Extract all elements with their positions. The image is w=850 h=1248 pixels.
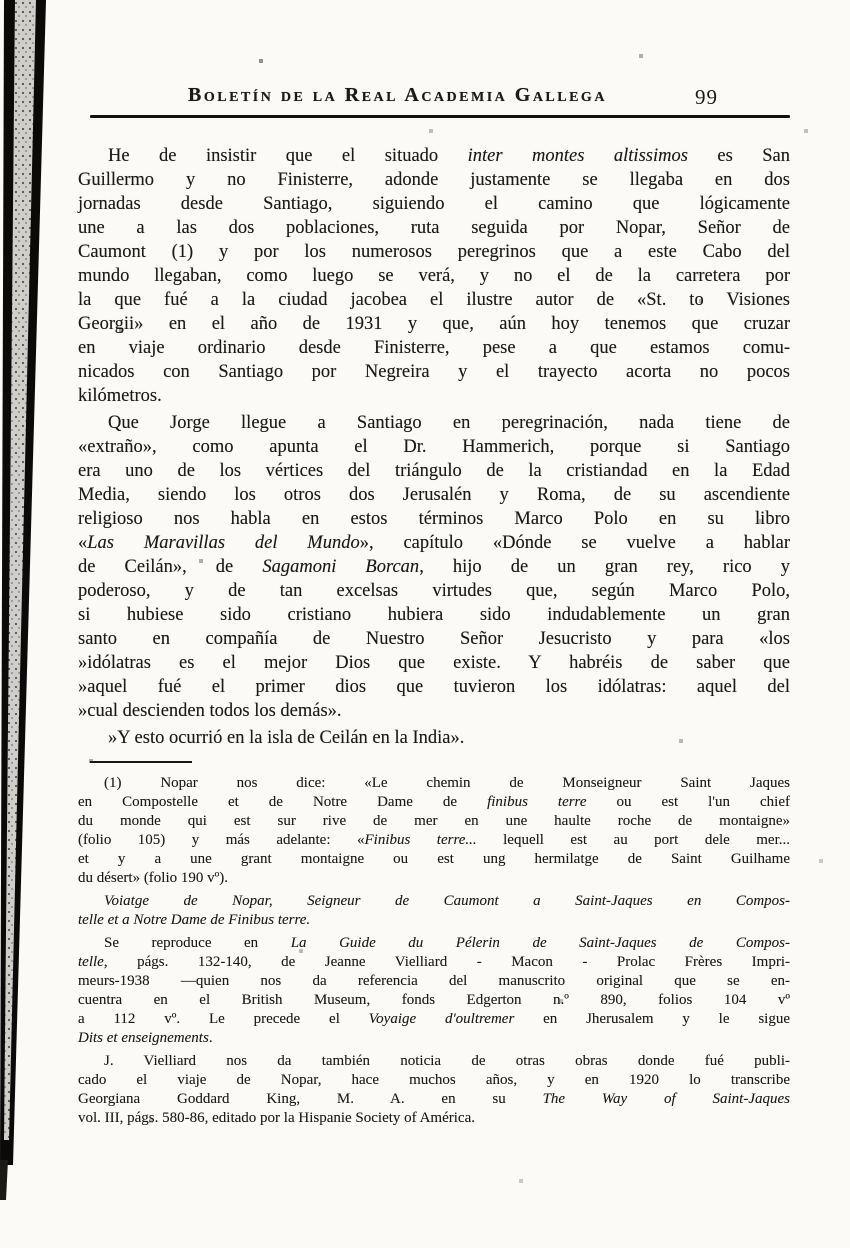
text-run: Se reproduce en: [104, 935, 291, 951]
text-line: [78, 1010, 790, 1029]
text-run: cuentra en el British Museum, fonds Edgerton n.º 890, folios 104 vº: [78, 992, 790, 1008]
text-line: [78, 892, 790, 911]
footnote-separator-rule: [90, 761, 192, 763]
paragraph: [78, 411, 790, 723]
text-run: jornadas desde Santiago, siguiendo el camino que lógicamente: [78, 194, 790, 214]
header-rule: [90, 115, 790, 118]
text-run: santo en compañía de Nuestro Señor Jesucristo y para «los: [78, 629, 790, 649]
text-line: [78, 168, 790, 192]
text-run: »idólatras es el mejor Dios que existe. Y habréis de saber que: [78, 653, 790, 673]
paragraph: [78, 774, 790, 888]
text-line: [78, 793, 790, 812]
text-run: nicados con Santiago por Negreira y el trayecto acorta no pocos: [78, 362, 790, 382]
text-run: en Jherusalem y le sigue: [514, 1011, 790, 1027]
text-run: », capítulo «Dónde se vuelve a hablar: [359, 533, 790, 553]
text-run: a 112 vº. Le precede el: [78, 1011, 369, 1027]
text-line: [78, 555, 790, 579]
text-run: »Y esto ocurrió en la isla de Ceilán en la India».: [108, 728, 465, 748]
text-run: J. Vielliard nos da también noticia de otras obras donde fué publi-: [104, 1053, 790, 1069]
binding-tail: [0, 1160, 8, 1200]
paragraph: [78, 726, 790, 750]
text-run: kilómetros.: [78, 386, 162, 406]
text-run: de Ceilán», de: [78, 557, 263, 577]
scan-noise-specks: [0, 0, 2, 2]
text-line: [78, 384, 790, 408]
text-line: [78, 435, 790, 459]
text-run: .: [208, 1030, 213, 1046]
journal-title: Boletín de la Real Academia Gallega: [188, 84, 607, 106]
text-run: »aquel fué el primer dios que tuvieron los idólatras: aquel del: [78, 677, 790, 697]
page-header: [78, 84, 790, 110]
paragraph: [78, 892, 790, 930]
footnotes: [78, 774, 790, 1128]
text-line: [78, 579, 790, 603]
text-run: , págs. 132-140, de Jeanne Vielliard - Macon - Prolac Frères Impri-: [103, 954, 790, 970]
text-line: [78, 699, 790, 723]
text-run: Guillermo y no Finisterre, adonde justamente se llegaba en dos: [78, 170, 790, 190]
page-number: 99: [695, 85, 718, 109]
text-line: [78, 1071, 790, 1090]
italic-text-run: Sagamoni Borcan: [262, 557, 420, 577]
text-line: [78, 1052, 790, 1071]
text-line: [78, 1109, 790, 1128]
italic-text-run: Voiatge de Nopar, Seigneur de Caumont a Saint-Jaques en Compos-: [104, 893, 790, 909]
text-line: [78, 812, 790, 831]
text-run: une a las dos poblaciones, ruta seguida por Nopar, Señor de: [78, 218, 790, 238]
text-line: [78, 144, 790, 168]
text-line: [78, 934, 790, 953]
text-line: [78, 192, 790, 216]
text-run: cado el viaje de Nopar, hace muchos años, y en 1920 lo transcribe: [78, 1072, 790, 1088]
text-run: et y a une grant montaigne ou est ung hermilatge de Saint Guilhame: [78, 851, 790, 867]
text-line: [78, 312, 790, 336]
text-run: (folio 105) y más adelante: «: [78, 832, 365, 848]
text-line: [78, 459, 790, 483]
text-line: [78, 911, 790, 930]
text-line: [78, 264, 790, 288]
text-run: «extraño», como apunta el Dr. Hammerich, porque si Santiago: [78, 437, 790, 457]
text-line: [78, 627, 790, 651]
text-line: [78, 774, 790, 793]
text-run: meurs-1938 —quien nos da referencia del manuscrito original que se en-: [78, 973, 790, 989]
text-run: «: [78, 533, 88, 553]
text-run: era uno de los vértices del triángulo de la cristiandad en la Edad: [78, 461, 790, 481]
italic-text-run: Dits et enseignements: [78, 1030, 209, 1046]
text-run: Que Jorge llegue a Santiago en peregrinación, nada tiene de: [108, 413, 790, 433]
text-line: [78, 603, 790, 627]
text-run: ou est l'un chief: [586, 794, 790, 810]
text-run: mundo llegaban, como luego se verá, y no el de la carretera por: [78, 266, 790, 286]
text-run: Georgiana Goddard King, M. A. en su: [78, 1091, 543, 1107]
italic-text-run: Finibus terre...: [364, 832, 477, 848]
italic-text-run: Voyaige d'oultremer: [368, 1011, 515, 1027]
text-line: [78, 850, 790, 869]
italic-text-run: telle et a Notre Dame de Finibus terre.: [78, 912, 311, 928]
text-line: [78, 831, 790, 850]
text-run: religioso nos habla en estos términos Marco Polo en su libro: [78, 509, 790, 529]
text-run: lequell est au port dele mer...: [476, 832, 791, 848]
text-line: [78, 411, 790, 435]
text-line: [78, 216, 790, 240]
text-line: [78, 288, 790, 312]
italic-text-run: finibus terre: [487, 794, 587, 810]
text-line: [78, 360, 790, 384]
paragraph: [78, 144, 790, 408]
text-line: [78, 1029, 790, 1048]
text-line: [78, 726, 790, 750]
binding-shadow-band: [0, 0, 60, 1248]
text-run: Media, siendo los otros dos Jerusalén y Roma, de su ascendiente: [78, 485, 790, 505]
text-run: vol. III, págs. 580-86, editado por la Hispanie Society of América.: [78, 1110, 475, 1126]
text-line: [78, 675, 790, 699]
paragraph: [78, 1052, 790, 1128]
text-run: du monde qui est sur rive de mer en une haulte roche de montaigne»: [78, 813, 790, 829]
text-run: en Compostelle et de Notre Dame de: [78, 794, 488, 810]
text-run: si hubiese sido cristiano hubiera sido indudablemente un gran: [78, 605, 790, 625]
text-line: [78, 869, 790, 888]
text-run: es San: [687, 146, 790, 166]
text-run: , hijo de un gran rey, rico y: [419, 557, 791, 577]
text-run: la que fué a la ciudad jacobea el ilustre autor de «St. to Visiones: [78, 290, 790, 310]
text-line: [78, 972, 790, 991]
text-line: [78, 507, 790, 531]
text-run: (1) Nopar nos dice: «Le chemin de Monseigneur Saint Jaques: [104, 775, 790, 791]
italic-text-run: Las Maravillas del Mundo: [87, 533, 360, 553]
text-run: »cual descienden todos los demás».: [78, 701, 342, 721]
text-run: poderoso, y de tan excelsas virtudes que, según Marco Polo,: [78, 581, 790, 601]
italic-text-run: inter montes altissimos: [467, 146, 688, 166]
text-line: [78, 336, 790, 360]
text-run: du désert» (folio 190 vº).: [78, 870, 229, 886]
text-line: [78, 651, 790, 675]
italic-text-run: telle: [78, 954, 104, 970]
paragraph: [78, 934, 790, 1048]
body-text: [78, 144, 790, 750]
text-line: [78, 240, 790, 264]
text-line: [78, 531, 790, 555]
text-line: [78, 483, 790, 507]
text-run: Caumont (1) y por los numerosos peregrinos que a este Cabo del: [78, 242, 790, 262]
text-run: Georgii» en el año de 1931 y que, aún hoy tenemos que cruzar: [78, 314, 790, 334]
text-line: [78, 1090, 790, 1109]
text-line: [78, 991, 790, 1010]
page-content: [78, 0, 790, 1128]
italic-text-run: The Way of Saint-Jaques: [542, 1091, 790, 1107]
text-run: en viaje ordinario desde Finisterre, pese a que estamos comu-: [78, 338, 790, 358]
text-line: [78, 953, 790, 972]
text-run: He de insistir que el situado: [108, 146, 468, 166]
italic-text-run: La Guide du Pélerin de Saint-Jaques de Compos-: [290, 935, 790, 951]
